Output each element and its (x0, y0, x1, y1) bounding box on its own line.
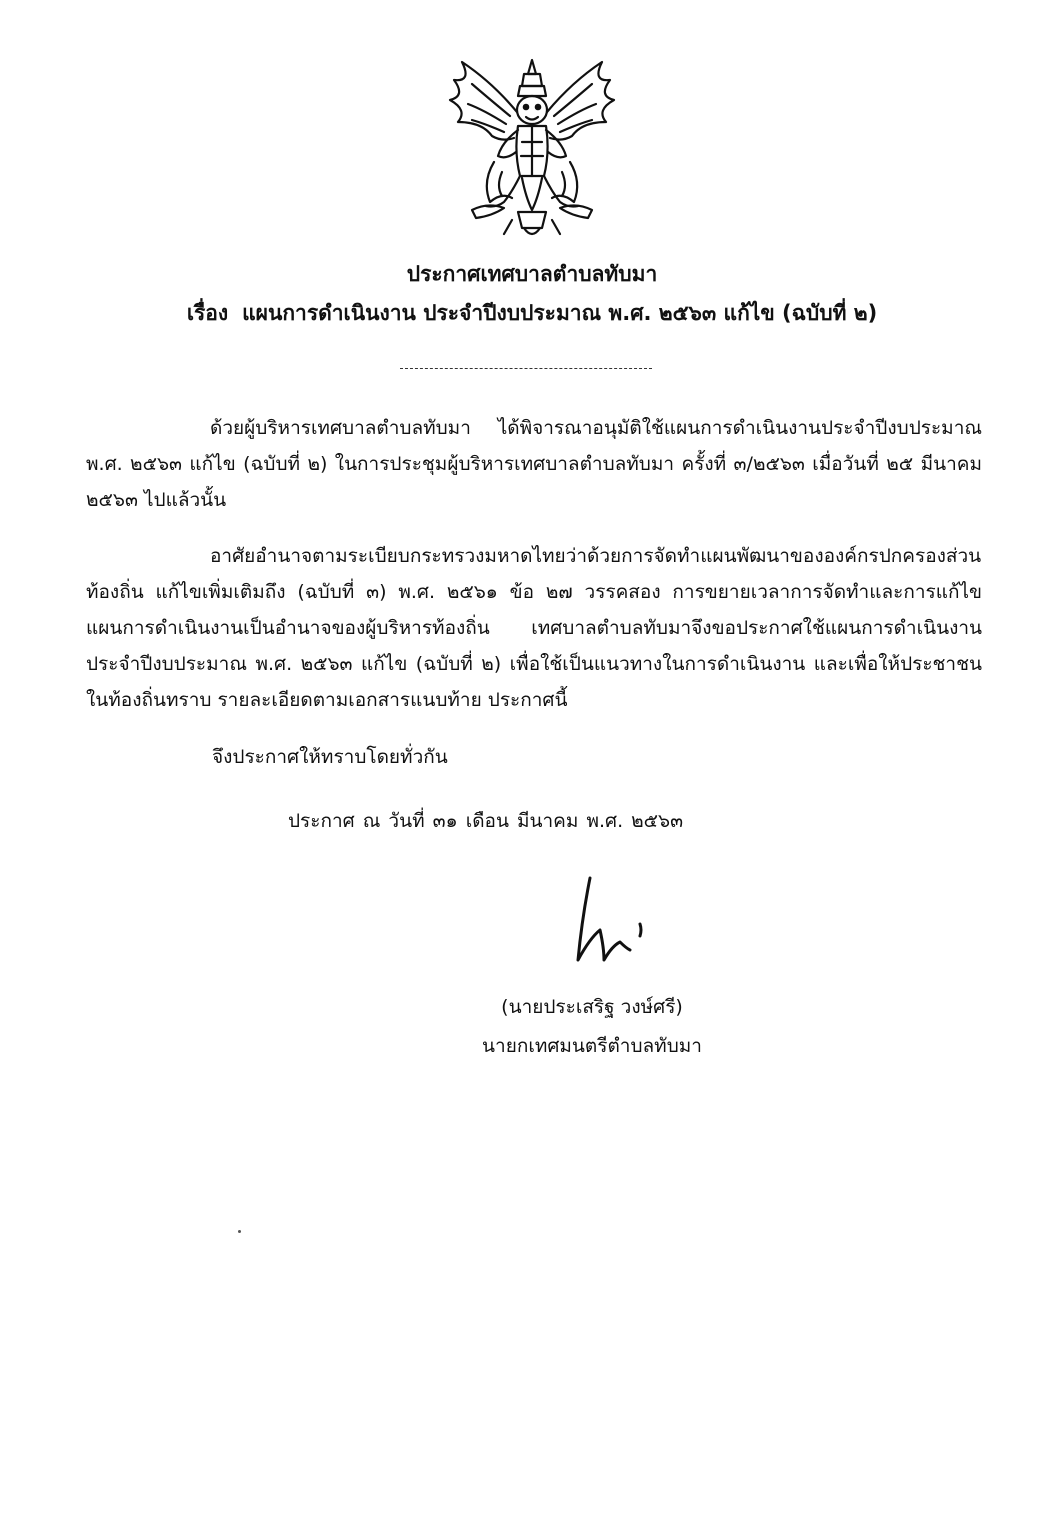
signer-name: (นายประเสริฐ วงษ์ศรี) (501, 996, 683, 1018)
body-paragraph-2: อาศัยอำนาจตามระเบียบกระทรวงมหาดไทยว่าด้วยการจัดทำแผนพัฒนาขององค์กรปกครองส่วนท้องถิ่น แก้ไขเพิ่มเติมถึง (ฉบับที่ ๓) พ.ศ. ๒๕๖๑ ข้อ ๒๗ วรรคสอง การขยายเวลาการจัดทำและการแก้ไขแผนการดำเนินงานเป็นอำนาจของผู้บริหารท้องถิ่น เทศบาลตำบลทับมาจึงขอประกาศใช้แผนการดำเนินงาน ประจำปีงบประมาณ พ.ศ. ๒๕๖๓ แก้ไข (ฉบับที่ ๒) เพื่อใช้เป็นแนวทางในการดำเนินงาน และเพื่อให้ประชาชนในท้องถิ่นทราบ รายละเอียดตามเอกสารแนบท้าย ประกาศนี้ (86, 545, 982, 711)
subject-label: เรื่อง (186, 301, 229, 325)
subject-text: แผนการดำเนินงาน ประจำปีงบประมาณ พ.ศ. ๒๕๖๓ แก้ไข (ฉบับที่ ๒) (242, 301, 878, 325)
announcement-date: ประกาศ ณ วันที่ ๓๑ เดือน มีนาคม พ.ศ. ๒๕๖๓ (288, 810, 684, 832)
title-divider (400, 368, 652, 369)
scan-speck (238, 1230, 241, 1233)
signer-position: นายกเทศมนตรีตำบลทับมา (482, 1035, 702, 1057)
garuda-emblem-icon (432, 52, 632, 247)
body-paragraph-1: ด้วยผู้บริหารเทศบาลตำบลทับมา ได้พิจารณาอนุมัติใช้แผนการดำเนินงานประจำปีงบประมาณ พ.ศ. ๒๕๖๓ แก้ไข (ฉบับที่ ๒) ในการประชุมผู้บริหารเทศบาลตำบลทับมา ครั้งที่ ๓/๒๕๖๓ เมื่อวันที่ ๒๕ มีนาคม ๒๕๖๓ ไปแล้วนั้น (86, 417, 982, 511)
signature-icon (560, 868, 670, 978)
announcement-title: ประกาศเทศบาลตำบลทับมา (406, 262, 658, 286)
closing-statement: จึงประกาศให้ทราบโดยทั่วกัน (212, 746, 448, 768)
announcement-subject (0, 297, 1064, 330)
